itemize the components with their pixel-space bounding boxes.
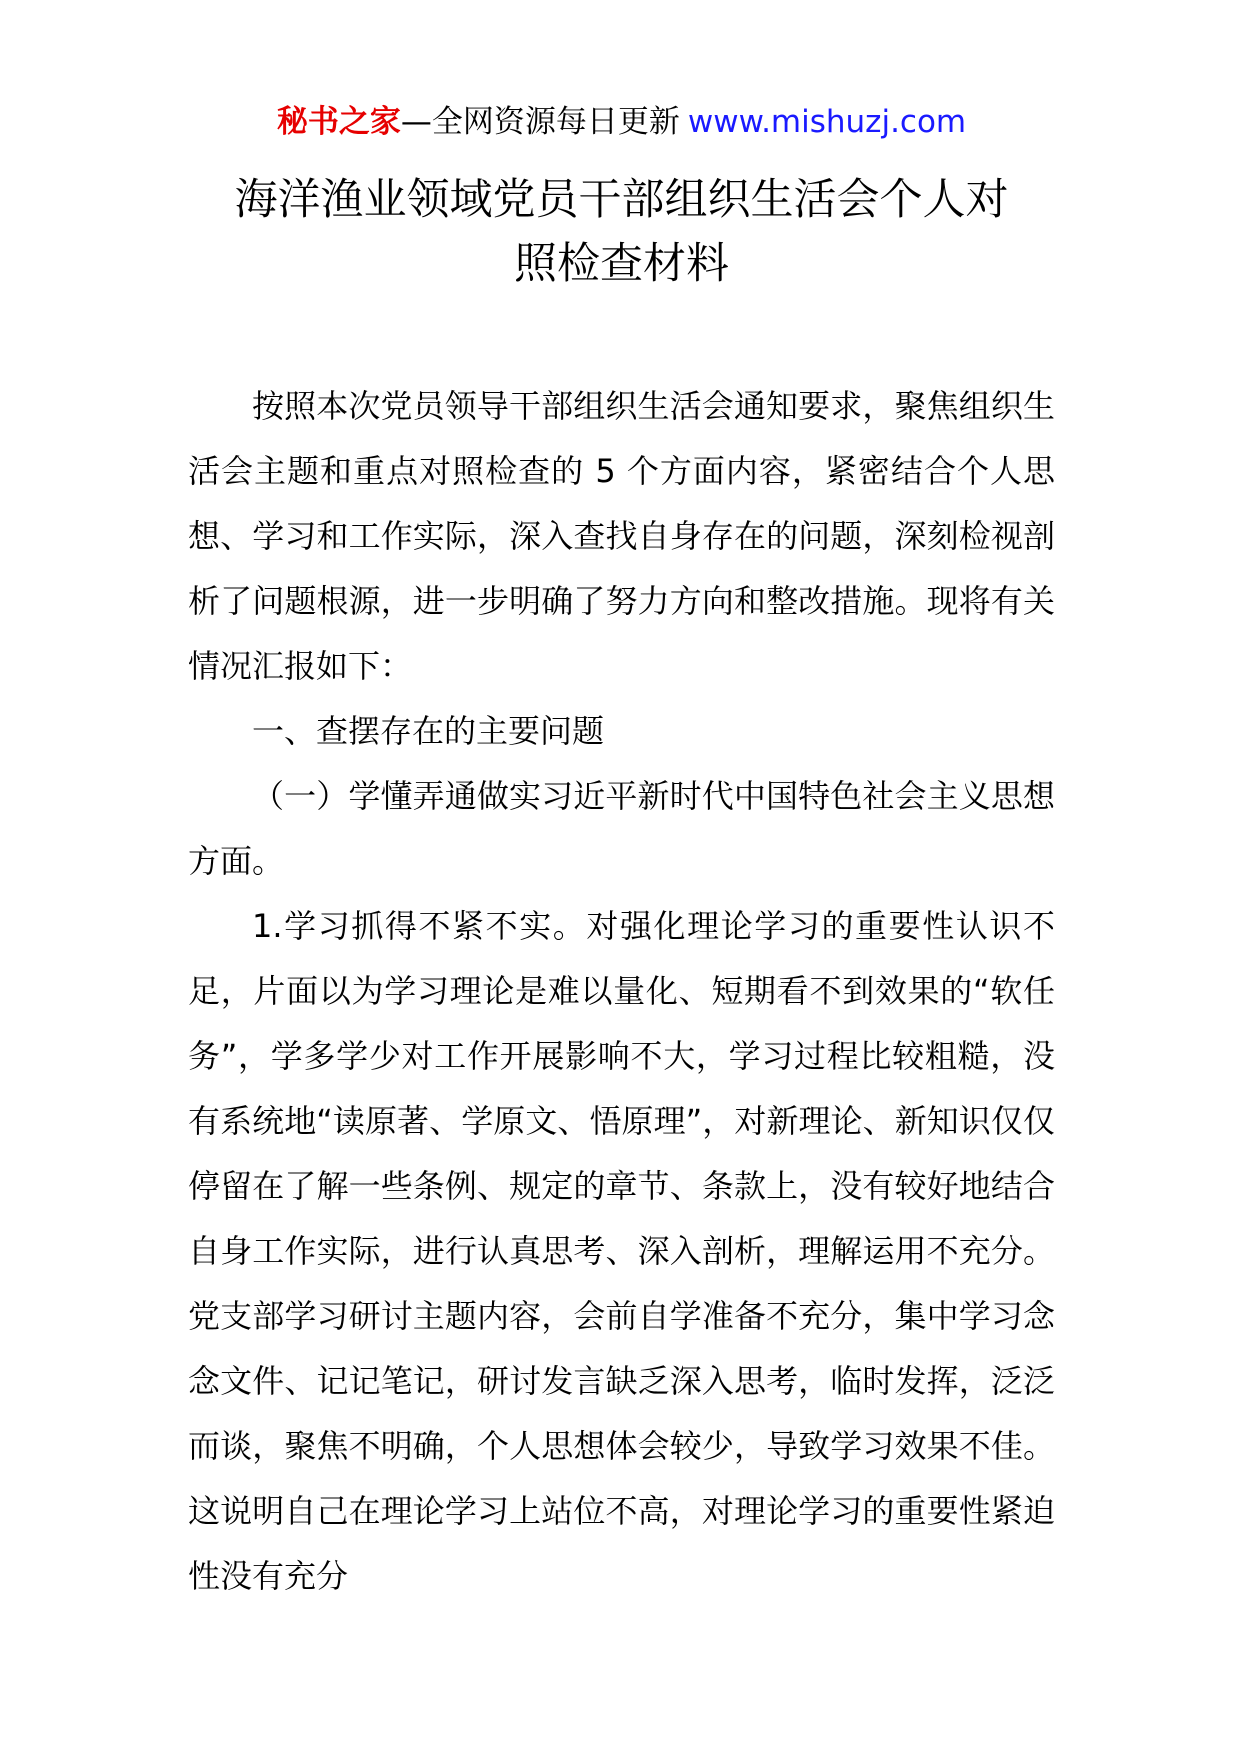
title-line-1: 海洋渔业领域党员干部组织生活会个人对 bbox=[234, 175, 1009, 225]
document-body bbox=[188, 374, 1055, 1609]
site-url-link[interactable]: www.mishuzj.com bbox=[687, 104, 967, 140]
intro-paragraph: 按照本次党员领导干部组织生活会通知要求，聚焦组织生活会主题和重点对照检查的 5 个方面内容，紧密结合个人思想、学习和工作实际，深入查找自身存在的问题，深刻检视剖析了问题根源，进一步明确了努力方向和整改措施。现将有关情况汇报如下： bbox=[188, 387, 1055, 685]
section-heading-1: 一、查摆存在的主要问题 bbox=[252, 712, 605, 750]
site-header bbox=[188, 100, 1055, 144]
subsection-heading-1: （一）学懂弄通做实习近平新时代中国特色社会主义思想方面。 bbox=[188, 777, 1055, 880]
header-tagline: —全网资源每日更新 bbox=[400, 104, 680, 140]
body-paragraph-1: 1.学习抓得不紧不实。对强化理论学习的重要性认识不足，片面以为学习理论是难以量化、短期看不到效果的“软任务”，学多学少对工作开展影响不大，学习过程比较粗糙，没有系统地“读原著、学原文、悟原理”，对新理论、新知识仅仅停留在了解一些条例、规定的章节、条款上，没有较好地结合自身工作实际，进行认真思考、深入剖析，理解运用不充分。党支部学习研讨主题内容，会前自学准备不充分，集中学习念念文件、记记笔记，研讨发言缺乏深入思考，临时发挥，泛泛而谈，聚焦不明确，个人思想体会较少，导致学习效果不佳。这说明自己在理论学习上站位不高，对理论学习的重要性紧迫性没有充分 bbox=[188, 907, 1055, 1595]
brand-name: 秘书之家 bbox=[276, 104, 401, 140]
document-title bbox=[188, 168, 1055, 296]
title-line-2: 照检查材料 bbox=[514, 239, 729, 289]
